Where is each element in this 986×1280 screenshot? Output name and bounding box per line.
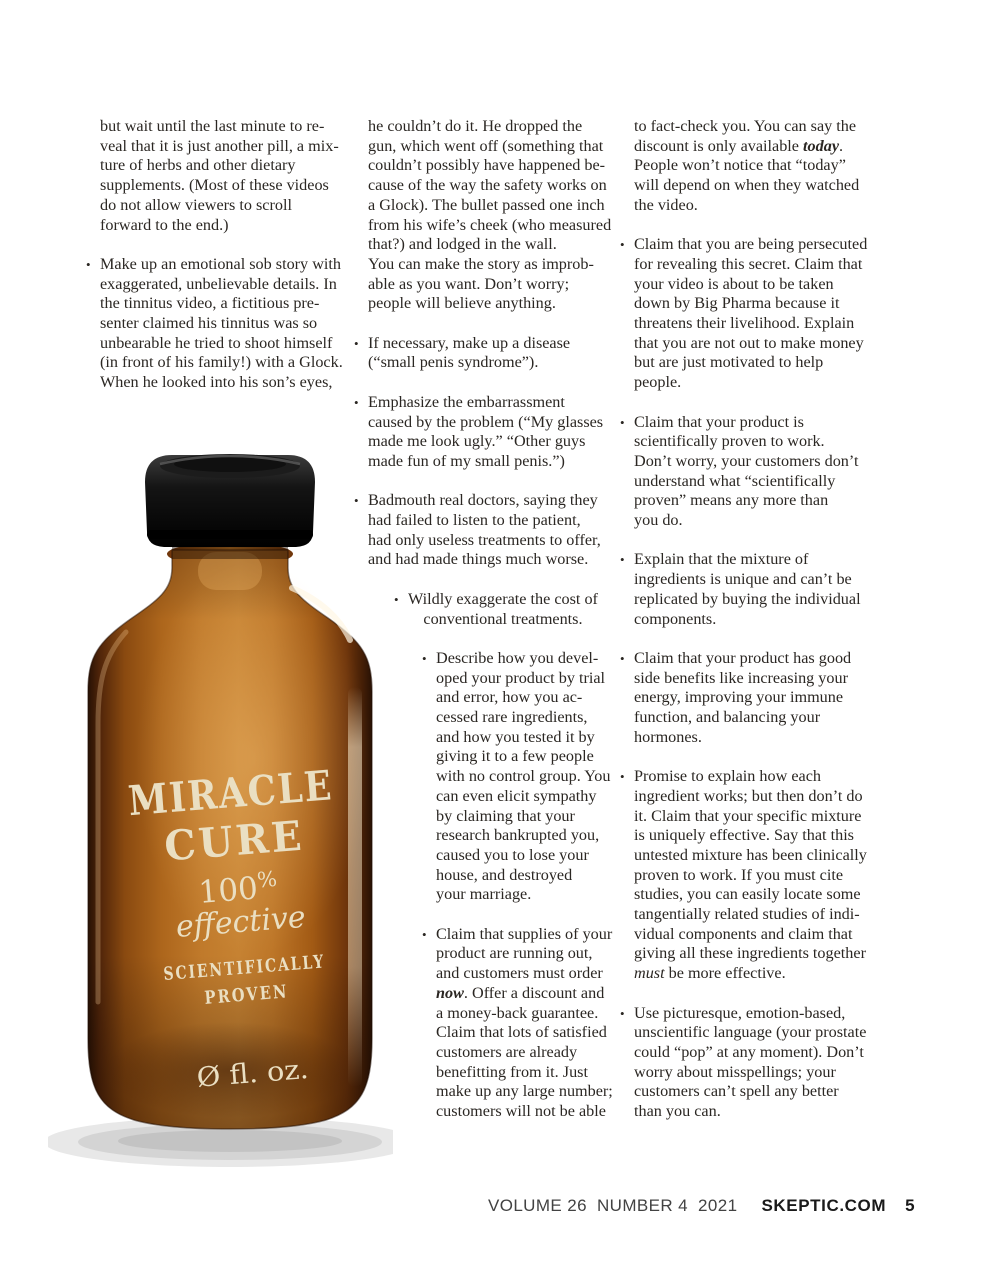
column-right (620, 117, 868, 1141)
column-middle (354, 117, 613, 1141)
bullet-item (620, 550, 867, 629)
bullet-marker: • (394, 591, 399, 607)
paragraph-text: Emphasize the embarrassment caused by the problem (“My glasses made me look ugly.” “Other guys made fun of my small penis.”) (368, 392, 604, 470)
paragraph (100, 117, 343, 235)
paragraph (368, 117, 613, 314)
bullet-marker: • (620, 414, 625, 430)
footer-site: SKEPTIC.COM (761, 1196, 887, 1215)
footer-year: 2021 (698, 1196, 738, 1215)
paragraph-text: Badmouth real doctors, saying they had failed to listen to the patient, had only useless treatments to offer, and had made things much worse. (368, 491, 601, 569)
bullet-item (620, 412, 867, 531)
bullet-item (354, 392, 613, 472)
bullet-marker: • (620, 1005, 625, 1021)
footer-volume: VOLUME 26 (487, 1196, 587, 1215)
paragraph-text: Use picturesque, emotion-based, unscientific language (your prostate could “pop” at any moment). Don’t worry about misspellings; your customers can’t spell any better than you can. (634, 1003, 867, 1121)
paragraph-text: Claim that supplies of your product are running out, and customers must order now. Offer a discount and a money-back guarantee. Claim that lots of satisfied customers are already benefitting from it. Just make up any large number; customers will not be able (436, 924, 613, 1121)
miracle-cure-bottle-photo (48, 442, 393, 1187)
bullet-marker: • (354, 493, 359, 509)
bullet-marker: • (620, 552, 625, 568)
bottle-proven-line2: PROVEN (203, 979, 309, 1009)
paragraph-text: Explain that the mixture of ingredients is unique and can’t be replicated by buying the individual components. (634, 550, 861, 628)
bullet-marker: • (422, 650, 427, 666)
percent-value: 100 (197, 870, 260, 911)
bullet-marker: • (620, 237, 625, 253)
paragraph-text: Claim that you are being persecuted for revealing this secret. Claim that your video is about to be taken down by Big Pharma because it threatens their livelihood. Explain that you are not out to make money but are just motivated to help people. (634, 235, 868, 392)
bottle-effective-word: effective (174, 899, 307, 945)
bullet-marker: • (620, 650, 625, 666)
bullet-item (620, 767, 867, 984)
percent-sign: % (256, 866, 278, 893)
column-left (86, 117, 343, 413)
bullet-item (422, 648, 613, 905)
paragraph-text: to fact-check you. You can say the discount is only available today. People won’t notice that “today” will depend on when they watched the video. (634, 117, 860, 214)
footer-page-number: 5 (905, 1196, 915, 1215)
bullet-item (620, 648, 867, 748)
bottle-title-line2: CURE (162, 811, 312, 871)
paragraph-text: If necessary, make up a disease (“small penis syndrome”). (368, 333, 571, 372)
bullet-marker: • (86, 256, 91, 272)
paragraph-text: Promise to explain how each ingredient works; but then don’t do it. Claim that your specific mixture is uniquely effective. Say that this untested mixture has been clinically proven to work. If you must cite studies, you can easily locate some tangentially related studies of indi- vidual components and claim that giving all these ingredients together must be more effective. (634, 767, 867, 983)
paragraph-text: he couldn’t do it. He dropped the gun, which went off (something that couldn’t possibly have happened be- cause of the way the safety works on a Glock). The bullet passed one inch from his wife’s cheek (who measured that?) and lodged in the wall. You can make the story as improb- able as you want. Don’t worry; people will believe anything. (368, 117, 612, 313)
bullet-item (354, 333, 613, 373)
paragraph-text: Describe how you devel- oped your product by trial and error, how you ac- cessed rare ingredients, and how you tested it by giving it to a few people with no control group. You can even elicit sympathy by claiming that your research bankrupted you, caused you to lose your house, and destroyed your marriage. (436, 648, 611, 904)
bottle-illustration (48, 442, 393, 1187)
bottle-volume-label: Ø fl. oz. (195, 1054, 303, 1094)
bullet-item (620, 1003, 867, 1122)
bottle-title-line1: MIRACLE (126, 758, 367, 826)
bullet-marker: • (620, 769, 625, 785)
paragraph-text: Claim that your product has good side benefits like increasing your energy, improving your immune function, and balancing your hormones. (634, 648, 852, 746)
bottle-cap (145, 454, 315, 547)
paragraph-text: Wildly exaggerate the cost of conventional treatments. (408, 589, 598, 628)
bullet-marker: • (354, 335, 359, 351)
page-footer (488, 1196, 915, 1216)
bullet-marker: • (422, 926, 427, 942)
footer-number: NUMBER 4 (596, 1196, 689, 1215)
paragraph-text: but wait until the last minute to re- veal that it is just another pill, a mix- ture of herbs and other dietary supplements. (Most of these videos do not allow viewers to scroll forward to the end.) (100, 117, 339, 234)
bullet-item (620, 235, 868, 393)
bullet-item (394, 589, 598, 629)
paragraph-text: Make up an emotional sob story with exaggerated, unbelievable details. In the tinnitus video, a fictitious pre- senter claimed his tinnitus was so unbearable he tried to shoot himself (in front of his family!) with a Glock. When he looked into his son’s eyes, (100, 254, 343, 392)
bottle-proven-line1: SCIENTIFICALLY (162, 947, 374, 985)
paragraph-text: Claim that your product is scientifically proven to work. Don’t worry, your customers don’t understand what “scientifically proven” means any more than you do. (634, 412, 859, 530)
bullet-item (422, 924, 613, 1122)
bullet-item (354, 491, 613, 570)
bullet-item (86, 254, 343, 393)
paragraph (634, 117, 867, 216)
bullet-marker: • (354, 394, 359, 410)
